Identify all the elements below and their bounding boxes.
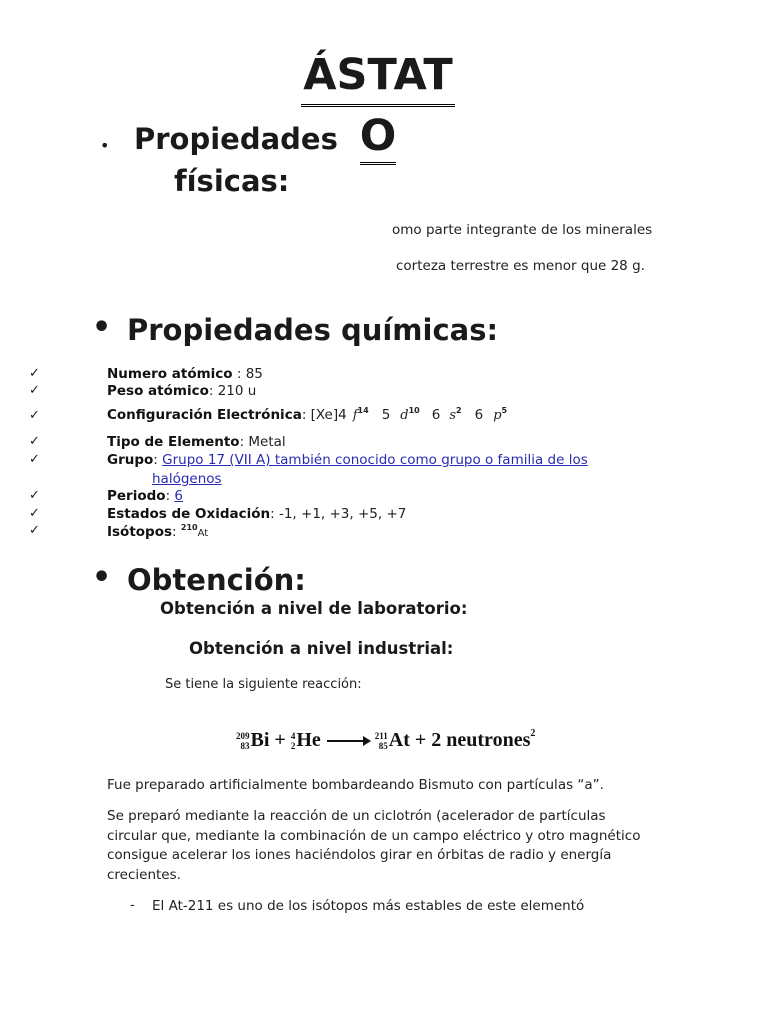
prop-grupo [107,452,588,468]
bi-numbers [236,731,250,751]
at-numbers [375,731,388,751]
obtencion-heading: Obtención: [127,563,306,597]
bi-mass: 209 [236,731,250,742]
obtencion-lab-heading: Obtención a nivel de laboratorio: [160,599,468,618]
fisicas-heading-line-1: Propiedades [134,122,338,156]
dash-bullet: - [130,898,135,913]
config-5: 5 [381,407,391,423]
check-icon: ✓ [29,523,40,538]
orbital-f-sup: 14 [357,406,369,415]
prop-label: Periodo [107,488,166,504]
check-icon: ✓ [29,506,40,521]
prop-label: Configuración Electrónica [107,407,302,423]
equation-tail-sup: 2 [530,728,536,739]
bi-symbol: Bi [250,729,270,751]
at-mass: 211 [374,731,388,742]
prop-label: Tipo de Elemento [107,434,240,450]
paragraph-bombardeo: Fue preparado artificialmente bombardeando Bismuto con partículas “a”. [107,777,604,793]
paragraph-line: crecientes. [107,866,181,883]
prop-sep: : [165,488,175,504]
check-icon: ✓ [29,434,40,449]
halogenos-link[interactable]: halógenos [152,471,222,487]
title-line-2: O [360,110,397,165]
prop-label: Peso atómico [107,383,209,399]
check-icon: ✓ [29,488,40,503]
fisicas-heading [134,118,338,200]
config-6b: 6 [474,407,484,423]
config-6a: 6 [431,407,441,423]
he-mass: 4 [290,731,296,742]
he-numbers [291,731,296,751]
prop-sep: : [172,524,181,540]
fisicas-bullet: • [100,136,110,155]
obtencion-industrial-heading: Obtención a nivel industrial: [189,639,454,658]
prop-label: Numero atómico [107,366,233,382]
prop-estados-oxidacion [107,506,406,522]
grupo-link[interactable]: Grupo 17 (VII A) también conocido como grupo o familia de los [162,452,588,468]
prop-isotopos [107,523,208,540]
check-icon: ✓ [29,408,40,423]
title-line-1: ÁSTAT [301,46,455,107]
he-number: 2 [290,741,296,752]
obtencion-bullet: • [92,560,112,595]
reaction-arrow-icon [327,740,369,742]
prop-numero-atomico [107,366,263,382]
prop-tipo-elemento [107,434,286,450]
check-icon: ✓ [29,452,40,467]
paragraph-line: Se preparó mediante la reacción de un ciclotrón (acelerador de partículas [107,808,606,824]
prop-peso-atomico [107,383,256,399]
check-icon: ✓ [29,383,40,398]
isotope-note: El At-211 es uno de los isótopos más estables de este elementó [152,898,585,914]
orbital-p-sup: 5 [501,406,508,415]
prop-grupo-cont [152,471,222,487]
orbital-s-sup: 2 [456,406,462,415]
prop-label: Estados de Oxidación [107,506,271,522]
equation-tail: + 2 neutrones [409,729,531,751]
orbital-f: f [352,408,358,423]
paragraph-ciclotron [107,807,640,885]
paragraph-line: circular que, mediante la combinación de un campo eléctrico y otro magnético [107,827,641,844]
isotope-mass: 210 [180,523,198,532]
he-symbol: He [296,729,321,751]
paragraph-line: consigue acelerar los iones haciéndolos girar en órbitas de radio y energía [107,847,612,863]
at-symbol: At [388,729,410,751]
fisicas-text-fragment-2: corteza terrestre es menor que 28 g. [396,258,645,274]
prop-periodo [107,488,183,504]
orbital-d-sup: 10 [408,406,420,415]
fisicas-text-fragment-1: omo parte integrante de los minerales [392,222,653,238]
bi-number: 83 [240,741,250,752]
prop-label: Isótopos [107,524,173,540]
prop-value: : Metal [239,434,286,450]
isotope-symbol: At [197,528,209,539]
quimicas-bullet: • [92,310,112,345]
orbital-s: s [449,408,457,423]
plus-sign: + [269,729,291,751]
prop-label: Grupo [107,452,154,468]
prop-value: : 85 [232,366,263,382]
at-number: 85 [378,741,388,752]
prop-configuracion [107,406,507,423]
reaction-equation [236,728,535,752]
fisicas-heading-line-2: físicas: [174,164,290,198]
config-prefix: : [Xe]4 [301,407,347,423]
prop-sep: : [153,452,163,468]
reaction-intro: Se tiene la siguiente reacción: [165,677,362,692]
quimicas-heading: Propiedades químicas: [127,313,499,347]
prop-value: : 210 u [208,383,257,399]
orbital-d: d [400,408,409,423]
orbital-p: p [493,408,502,423]
periodo-link[interactable]: 6 [174,488,183,504]
check-icon: ✓ [29,366,40,381]
prop-value: : -1, +1, +3, +5, +7 [270,506,407,522]
